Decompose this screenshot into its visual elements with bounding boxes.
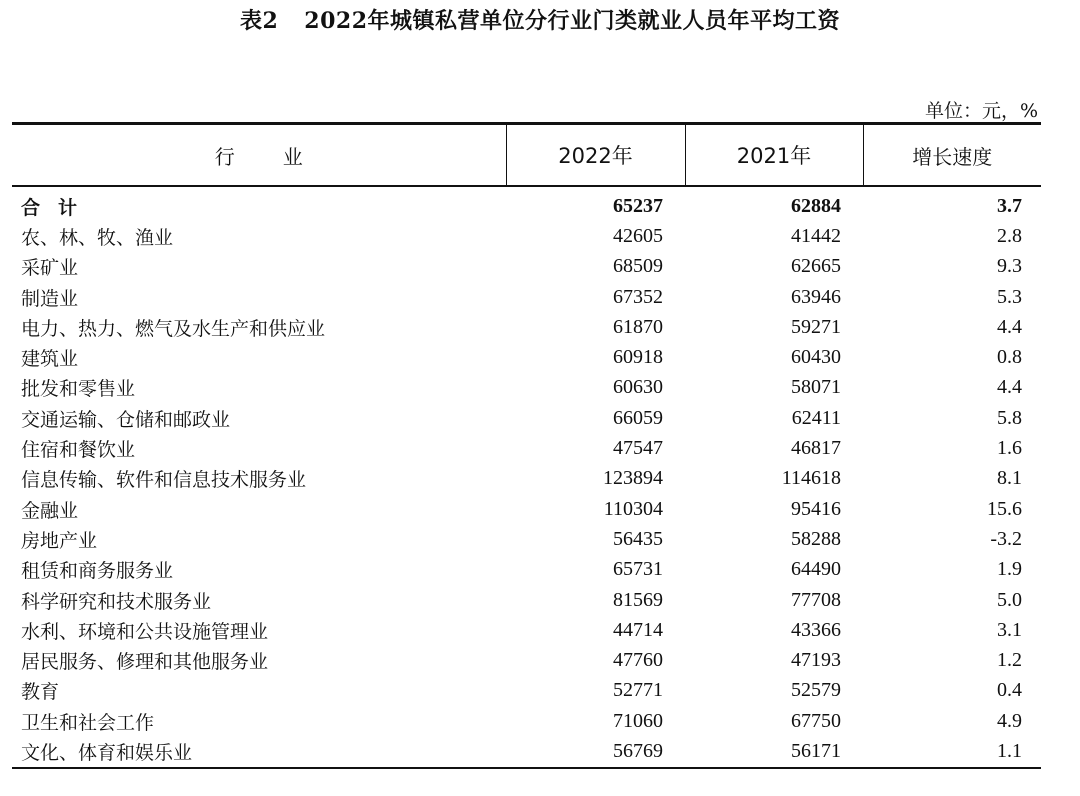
row-2022: 44714 bbox=[613, 618, 663, 641]
row-2022: 60918 bbox=[613, 346, 663, 369]
row-2022: 42605 bbox=[613, 224, 663, 247]
header-growth: 增长速度 bbox=[863, 124, 1041, 187]
table-row-total bbox=[12, 186, 1041, 221]
row-growth: 1.9 bbox=[997, 558, 1022, 581]
table-row bbox=[12, 615, 1041, 645]
row-2022: 47547 bbox=[613, 437, 663, 460]
row-2022: 81569 bbox=[613, 588, 663, 611]
table-row bbox=[12, 282, 1041, 312]
unit-label: 单位：元，% bbox=[924, 100, 1038, 122]
row-growth: 0.4 bbox=[997, 679, 1022, 702]
row-2022: 110304 bbox=[603, 497, 663, 520]
table-row bbox=[12, 433, 1041, 463]
table-row bbox=[12, 706, 1041, 736]
table-row bbox=[12, 403, 1041, 433]
row-industry: 居民服务、修理和其他服务业 bbox=[21, 651, 269, 674]
row-2021: 47193 bbox=[791, 649, 841, 672]
row-2022: 47760 bbox=[613, 649, 663, 672]
row-2021: 62411 bbox=[791, 406, 841, 429]
row-industry: 信息传输、软件和信息技术服务业 bbox=[21, 469, 307, 492]
row-growth: 3.1 bbox=[997, 618, 1022, 641]
row-growth: 5.8 bbox=[997, 406, 1022, 429]
header-2022: 2022年 bbox=[506, 124, 685, 187]
table-row bbox=[12, 342, 1041, 372]
row-growth: 8.1 bbox=[997, 467, 1022, 490]
row-growth: 1.2 bbox=[997, 649, 1022, 672]
row-growth: 5.3 bbox=[997, 285, 1022, 308]
header-2021: 2021年 bbox=[685, 124, 863, 187]
row-growth: 5.0 bbox=[997, 588, 1022, 611]
row-2022: 56435 bbox=[613, 527, 663, 550]
table-row bbox=[12, 464, 1041, 494]
row-industry: 制造业 bbox=[21, 287, 79, 310]
row-growth: 0.8 bbox=[997, 346, 1022, 369]
row-2021: 63946 bbox=[791, 285, 841, 308]
row-2021: 52579 bbox=[791, 679, 841, 702]
row-2021: 58288 bbox=[791, 527, 841, 550]
table-row bbox=[12, 736, 1041, 767]
row-2021: 64490 bbox=[791, 558, 841, 581]
row-growth: 4.9 bbox=[997, 709, 1022, 732]
row-growth: -3.2 bbox=[990, 527, 1022, 550]
row-industry: 卫生和社会工作 bbox=[21, 711, 155, 734]
row-2021: 46817 bbox=[791, 437, 841, 460]
row-2021: 43366 bbox=[791, 618, 841, 641]
table-body bbox=[12, 186, 1041, 768]
row-2022: 60630 bbox=[613, 376, 663, 399]
wage-table bbox=[12, 122, 1041, 769]
table-title-text: 2022年城镇私营单位分行业门类就业人员年平均工资 bbox=[304, 8, 841, 34]
row-2022: 56769 bbox=[613, 739, 663, 762]
row-industry: 教育 bbox=[21, 681, 60, 704]
row-2022: 61870 bbox=[613, 315, 663, 338]
table-row bbox=[12, 676, 1041, 706]
row-industry: 科学研究和技术服务业 bbox=[21, 590, 212, 613]
row-2021: 58071 bbox=[791, 376, 841, 399]
row-industry: 水利、环境和公共设施管理业 bbox=[21, 620, 269, 643]
row-industry: 金融业 bbox=[21, 499, 79, 522]
table-row bbox=[12, 312, 1041, 342]
row-2021: 60430 bbox=[791, 346, 841, 369]
row-industry: 采矿业 bbox=[21, 257, 79, 280]
row-2021: 59271 bbox=[791, 315, 841, 338]
row-2021: 95416 bbox=[791, 497, 841, 520]
table-row bbox=[12, 494, 1041, 524]
row-industry: 房地产业 bbox=[21, 529, 98, 552]
row-2021: 62665 bbox=[791, 255, 841, 278]
row-2021: 114618 bbox=[781, 467, 841, 490]
table-row bbox=[12, 373, 1041, 403]
row-industry: 交通运输、仓储和邮政业 bbox=[21, 408, 231, 431]
row-industry: 批发和零售业 bbox=[21, 378, 136, 401]
row-growth: 1.1 bbox=[997, 739, 1022, 762]
row-2021: 67750 bbox=[791, 709, 841, 732]
row-industry: 住宿和餐饮业 bbox=[21, 439, 136, 462]
table-row bbox=[12, 252, 1041, 282]
row-industry: 电力、热力、燃气及水生产和供应业 bbox=[21, 317, 326, 340]
row-growth: 1.6 bbox=[997, 437, 1022, 460]
row-2021: 62884 bbox=[791, 194, 841, 217]
row-2022: 66059 bbox=[613, 406, 663, 429]
row-2022: 71060 bbox=[613, 709, 663, 732]
row-growth: 9.3 bbox=[997, 255, 1022, 278]
table-title bbox=[0, 4, 1080, 35]
row-2022: 65237 bbox=[613, 194, 663, 217]
table-row bbox=[12, 645, 1041, 675]
table-number: 表2 bbox=[239, 8, 279, 34]
row-2022: 65731 bbox=[613, 558, 663, 581]
table-row bbox=[12, 555, 1041, 585]
row-2021: 41442 bbox=[791, 224, 841, 247]
row-2021: 56171 bbox=[791, 739, 841, 762]
row-growth: 3.7 bbox=[997, 194, 1022, 217]
row-industry: 农、林、牧、渔业 bbox=[21, 226, 174, 249]
row-industry: 租赁和商务服务业 bbox=[21, 560, 174, 583]
row-2022: 52771 bbox=[613, 679, 663, 702]
row-growth: 4.4 bbox=[997, 376, 1022, 399]
table-row bbox=[12, 221, 1041, 251]
row-2022: 68509 bbox=[613, 255, 663, 278]
header-row bbox=[12, 124, 1041, 187]
table-header bbox=[12, 124, 1041, 187]
header-industry: 行业 bbox=[12, 124, 506, 187]
row-2022: 67352 bbox=[613, 285, 663, 308]
row-growth: 4.4 bbox=[997, 315, 1022, 338]
row-2021: 77708 bbox=[791, 588, 841, 611]
row-industry: 合计 bbox=[21, 196, 96, 219]
row-growth: 15.6 bbox=[987, 497, 1022, 520]
row-industry: 文化、体育和娱乐业 bbox=[21, 741, 193, 764]
table-row bbox=[12, 524, 1041, 554]
table-row bbox=[12, 585, 1041, 615]
row-2022: 123894 bbox=[603, 467, 663, 490]
row-growth: 2.8 bbox=[997, 224, 1022, 247]
row-industry: 建筑业 bbox=[21, 348, 79, 371]
